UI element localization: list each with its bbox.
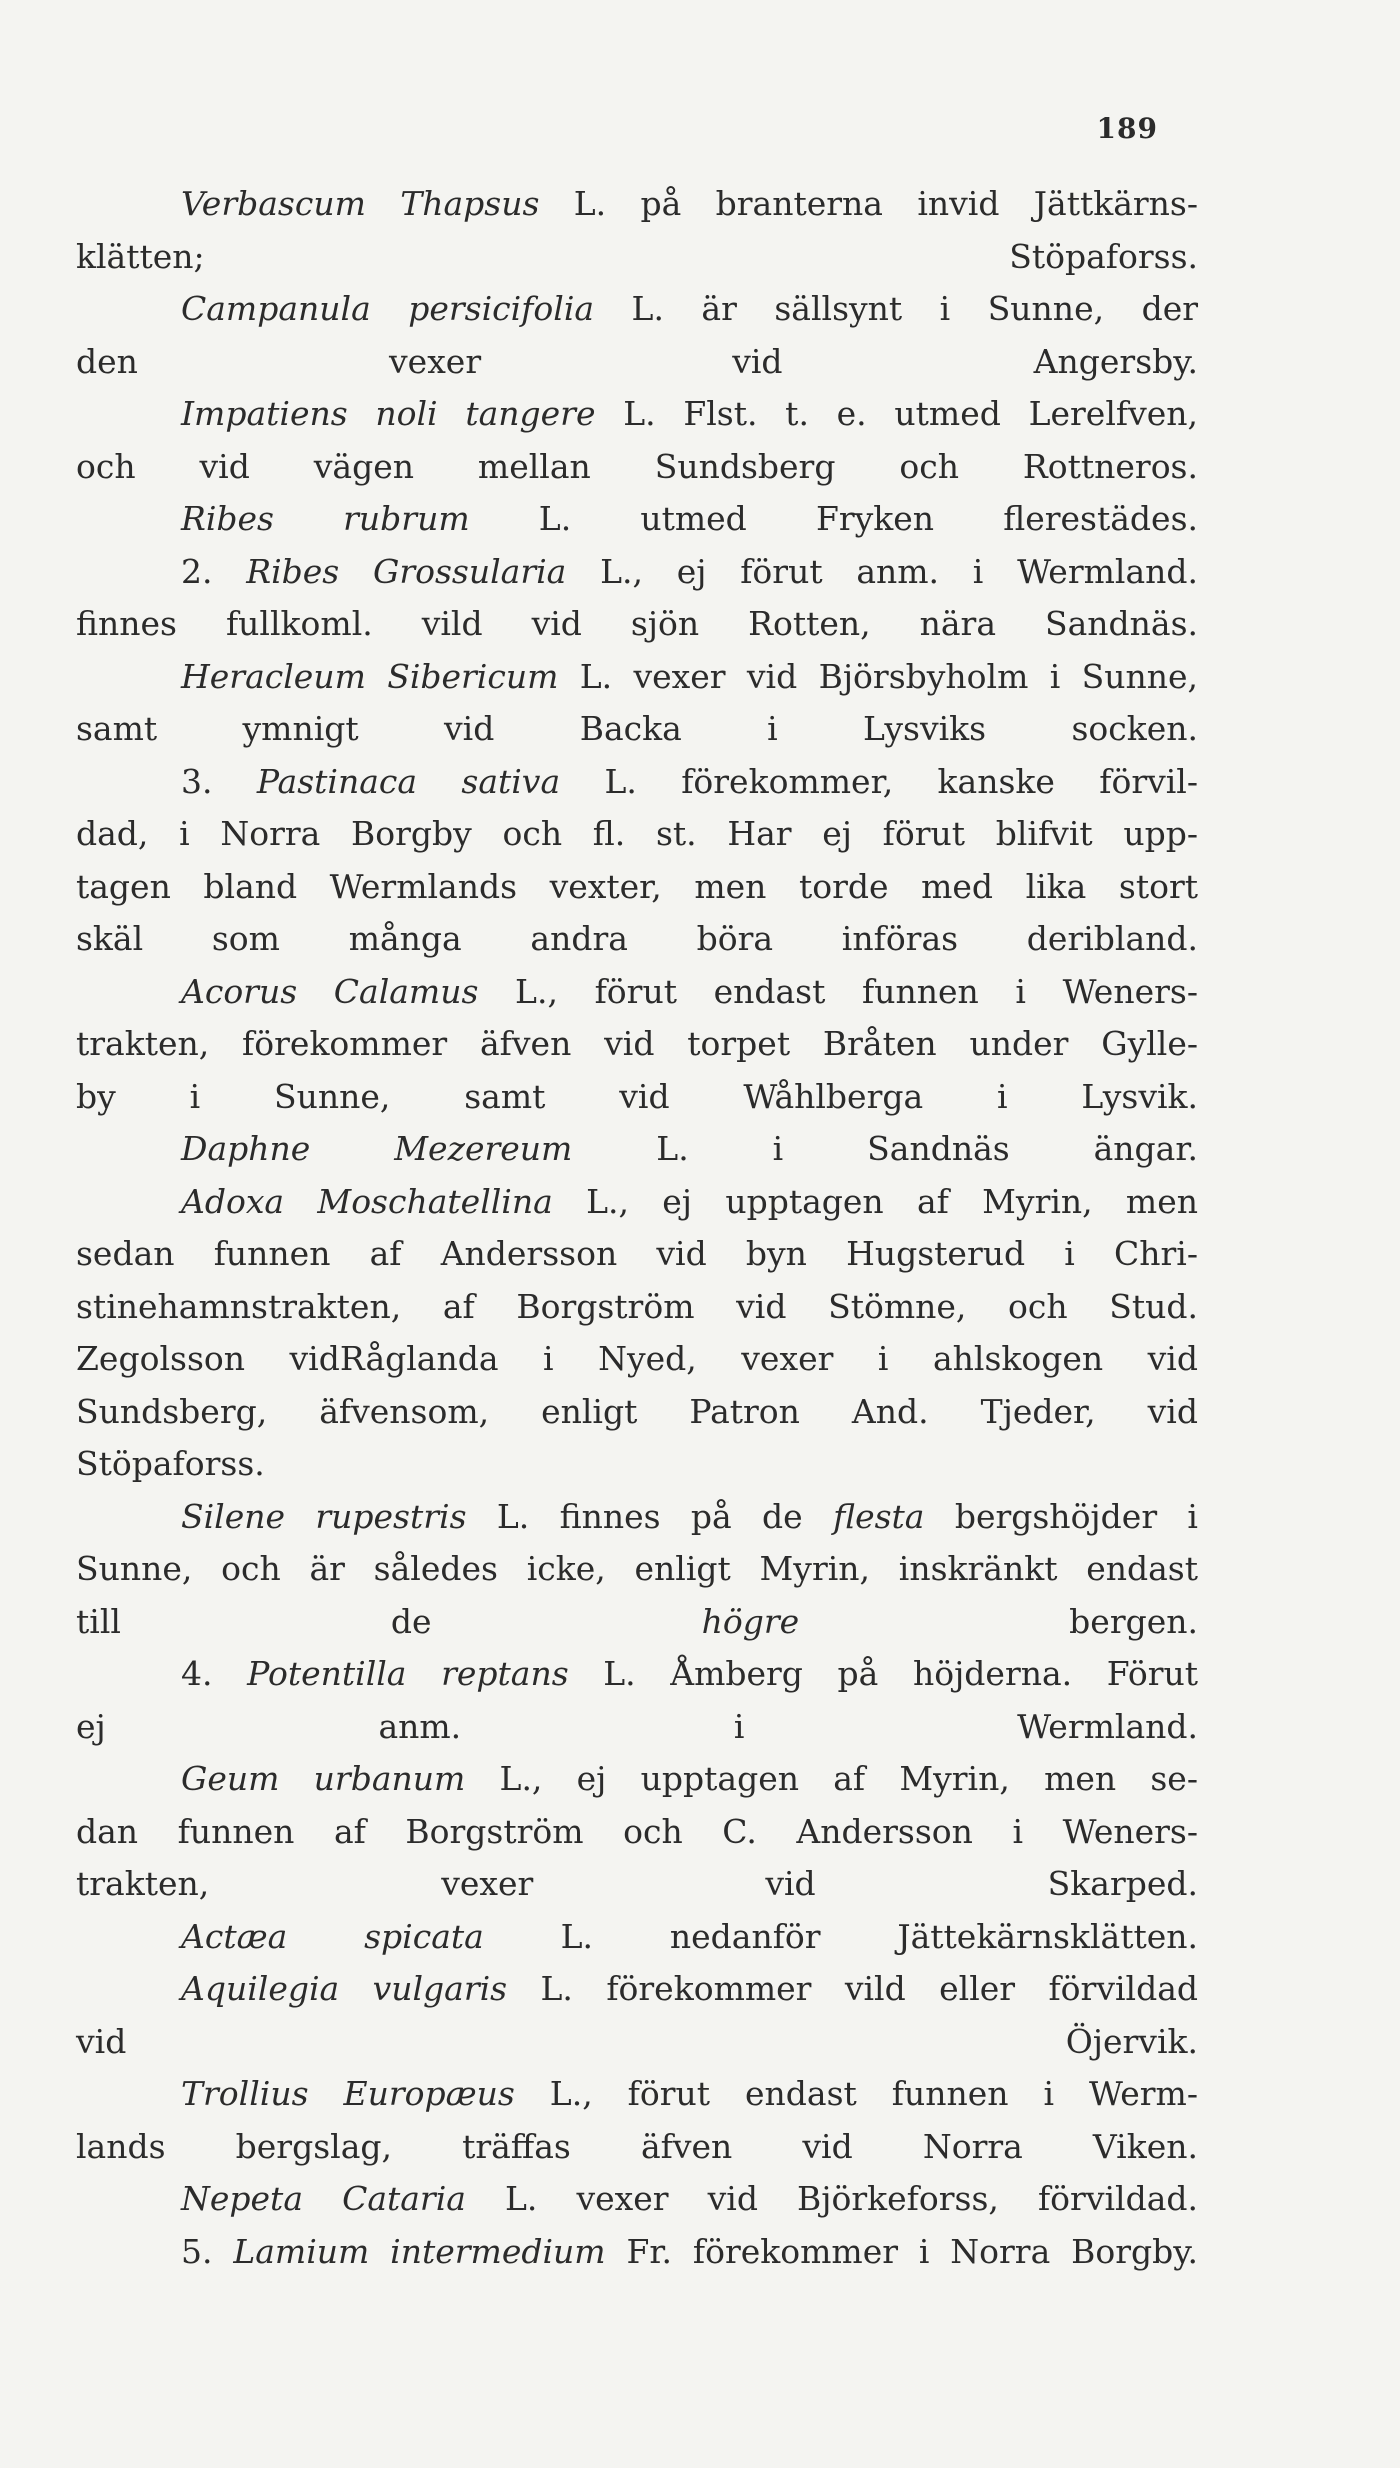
species-name: Actæa spicata	[181, 1916, 484, 1956]
text-line	[76, 178, 1198, 231]
text-run: ej anm. i Wermland.	[76, 1706, 1198, 1746]
text-line	[76, 1491, 1198, 1544]
species-name: högre	[701, 1601, 800, 1641]
text-line	[76, 1123, 1198, 1176]
species-entry	[76, 1123, 1198, 1176]
text-run: Zegolsson vidRåglanda i Nyed, vexer i ahlskogen vid	[76, 1339, 1198, 1378]
text-run: 3.	[181, 761, 257, 801]
species-entry	[76, 546, 1198, 651]
text-run: bergshöjder i	[924, 1496, 1198, 1536]
species-entry	[76, 2068, 1198, 2173]
species-name: flesta	[833, 1496, 925, 1536]
species-entry	[76, 178, 1198, 283]
text-run: stinehamnstrakten, af Borgström vid Stömne, och Stud.	[76, 1286, 1198, 1326]
species-name: Impatiens noli tangere	[181, 394, 596, 433]
species-entry	[76, 1491, 1198, 1649]
text-run: L. är sällsynt i Sunne, der	[594, 289, 1198, 328]
text-run: Sundsberg, äfvensom, enligt Patron And. Tjeder, vid	[76, 1391, 1198, 1431]
text-run: Stöpaforss.	[76, 1444, 265, 1483]
species-name: Campanula persicifolia	[181, 289, 595, 328]
species-name: Aquilegia vulgaris	[181, 1969, 508, 2008]
text-run: L. nedanför Jättekärnsklätten.	[483, 1916, 1198, 1956]
species-name: Heracleum Sibericum	[181, 656, 559, 696]
text-line	[76, 1333, 1198, 1386]
species-name: Verbascum Thapsus	[181, 184, 540, 223]
text-run: L., ej upptagen af Myrin, men se-	[465, 1759, 1198, 1798]
text-line	[76, 1281, 1198, 1334]
text-line	[76, 2016, 1198, 2069]
text-line	[76, 1596, 1198, 1649]
text-run: L. på branterna invid Jättkärns-	[539, 184, 1199, 223]
text-line	[76, 2226, 1198, 2279]
text-line	[76, 1438, 1198, 1491]
species-entry	[76, 1963, 1198, 2068]
text-run: L., ej förut anm. i Wermland.	[566, 551, 1198, 591]
text-line	[76, 1386, 1198, 1439]
text-run: L. förekommer, kanske förvil-	[560, 761, 1199, 801]
text-line	[76, 231, 1198, 284]
species-name: Acorus Calamus	[181, 971, 479, 1011]
text-run: 4.	[181, 1654, 248, 1693]
text-run: L., förut endast funnen i Werm-	[514, 2074, 1198, 2113]
text-run: L. förekommer vild eller förvildad	[507, 1969, 1198, 2008]
text-run: 2.	[181, 551, 247, 591]
text-line	[76, 1963, 1198, 2016]
text-line	[76, 546, 1198, 599]
text-run: by i Sunne, samt vid Wåhlberga i Lysvik.	[76, 1076, 1198, 1116]
text-run: L., ej upptagen af Myrin, men	[552, 1181, 1199, 1221]
text-line	[76, 283, 1198, 336]
species-name: Ribes rubrum	[181, 499, 470, 538]
text-line	[76, 966, 1198, 1019]
text-run: L. vexer vid Björsbyholm i Sunne,	[558, 656, 1198, 696]
species-entry	[76, 388, 1198, 493]
text-line	[76, 598, 1198, 651]
text-line	[76, 808, 1198, 861]
species-name: Nepeta Cataria	[181, 2179, 466, 2218]
text-run: finnes fullkoml. vild vid sjön Rotten, nära Sandnäs.	[76, 604, 1198, 643]
text-run: sedan funnen af Andersson vid byn Hugsterud i Chri-	[76, 1234, 1198, 1273]
text-line	[76, 913, 1198, 966]
text-run: L. i Sandnäs ängar.	[572, 1129, 1198, 1168]
species-entry	[76, 651, 1198, 756]
text-run: trakten, förekommer äfven vid torpet Bråten under Gylle-	[76, 1024, 1198, 1063]
text-line	[76, 336, 1198, 389]
text-run: och vid vägen mellan Sundsberg och Rottneros.	[76, 446, 1198, 486]
text-line	[76, 441, 1198, 494]
text-line	[76, 1753, 1198, 1806]
text-line	[76, 1228, 1198, 1281]
page-number: 189	[1096, 112, 1158, 145]
text-line	[76, 651, 1198, 704]
species-entry	[76, 1753, 1198, 1911]
text-line	[76, 1543, 1198, 1596]
text-run: Sunne, och är således icke, enligt Myrin, inskränkt endast	[76, 1549, 1198, 1588]
text-run: dad, i Norra Borgby och fl. st. Har ej förut blifvit upp-	[76, 814, 1198, 853]
text-line	[76, 1806, 1198, 1859]
species-entry	[76, 2173, 1198, 2226]
text-run: tagen bland Wermlands vexter, men torde med lika stort	[76, 866, 1198, 906]
species-name: Adoxa Moschatellina	[181, 1181, 553, 1221]
text-run: L. finnes på de	[466, 1496, 834, 1536]
text-run: L. Åmberg på höjderna. Förut	[568, 1654, 1198, 1693]
text-line	[76, 1701, 1198, 1754]
species-name: Geum urbanum	[181, 1759, 466, 1798]
species-entry	[76, 1911, 1198, 1964]
text-run: L., förut endast funnen i Weners-	[478, 971, 1198, 1011]
species-entry	[76, 283, 1198, 388]
species-name: Trollius Europæus	[181, 2074, 515, 2113]
text-line	[76, 2121, 1198, 2174]
species-name: Pastinaca sativa	[256, 761, 561, 801]
species-entry	[76, 2226, 1198, 2279]
text-line	[76, 388, 1198, 441]
text-line	[76, 756, 1198, 809]
text-line	[76, 1858, 1198, 1911]
text-run: klätten; Stöpaforss.	[76, 236, 1198, 276]
text-line	[76, 2173, 1198, 2226]
text-run: dan funnen af Borgström och C. Andersson i Weners-	[76, 1811, 1198, 1851]
species-name: Lamium intermedium	[233, 2231, 606, 2271]
text-line	[76, 1018, 1198, 1071]
text-run: till de	[76, 1601, 702, 1641]
text-run: L. vexer vid Björkeforss, förvildad.	[465, 2179, 1198, 2218]
species-entry	[76, 966, 1198, 1124]
species-entry	[76, 1648, 1198, 1753]
species-name: Silene rupestris	[181, 1496, 467, 1536]
text-run: L. utmed Fryken flerestädes.	[469, 499, 1198, 538]
species-name: Potentilla reptans	[247, 1654, 569, 1693]
text-run: den vexer vid Angersby.	[76, 341, 1198, 381]
text-run: trakten, vexer vid Skarped.	[76, 1864, 1198, 1903]
text-run: lands bergslag, träffas äfven vid Norra Viken.	[76, 2126, 1198, 2166]
species-entry	[76, 1176, 1198, 1491]
text-line	[76, 2068, 1198, 2121]
text-run: L. Flst. t. e. utmed Lerelfven,	[595, 394, 1198, 433]
text-run: samt ymnigt vid Backa i Lysviks socken.	[76, 709, 1198, 748]
text-line	[76, 1176, 1198, 1229]
text-line	[76, 1071, 1198, 1124]
text-run: Fr. förekommer i Norra Borgby.	[605, 2231, 1198, 2271]
text-run: skäl som många andra böra införas deribland.	[76, 919, 1198, 958]
text-run: bergen.	[799, 1601, 1198, 1641]
text-line	[76, 1648, 1198, 1701]
species-name: Daphne Mezereum	[181, 1129, 573, 1168]
species-entry	[76, 756, 1198, 966]
text-run: vid Öjervik.	[76, 2021, 1198, 2061]
species-name: Ribes Grossularia	[246, 551, 567, 591]
text-line	[76, 493, 1198, 546]
species-entry	[76, 493, 1198, 546]
text-run: 5.	[181, 2231, 234, 2271]
text-line	[76, 861, 1198, 914]
text-line	[76, 1911, 1198, 1964]
body-text	[76, 178, 1198, 2278]
text-line	[76, 703, 1198, 756]
